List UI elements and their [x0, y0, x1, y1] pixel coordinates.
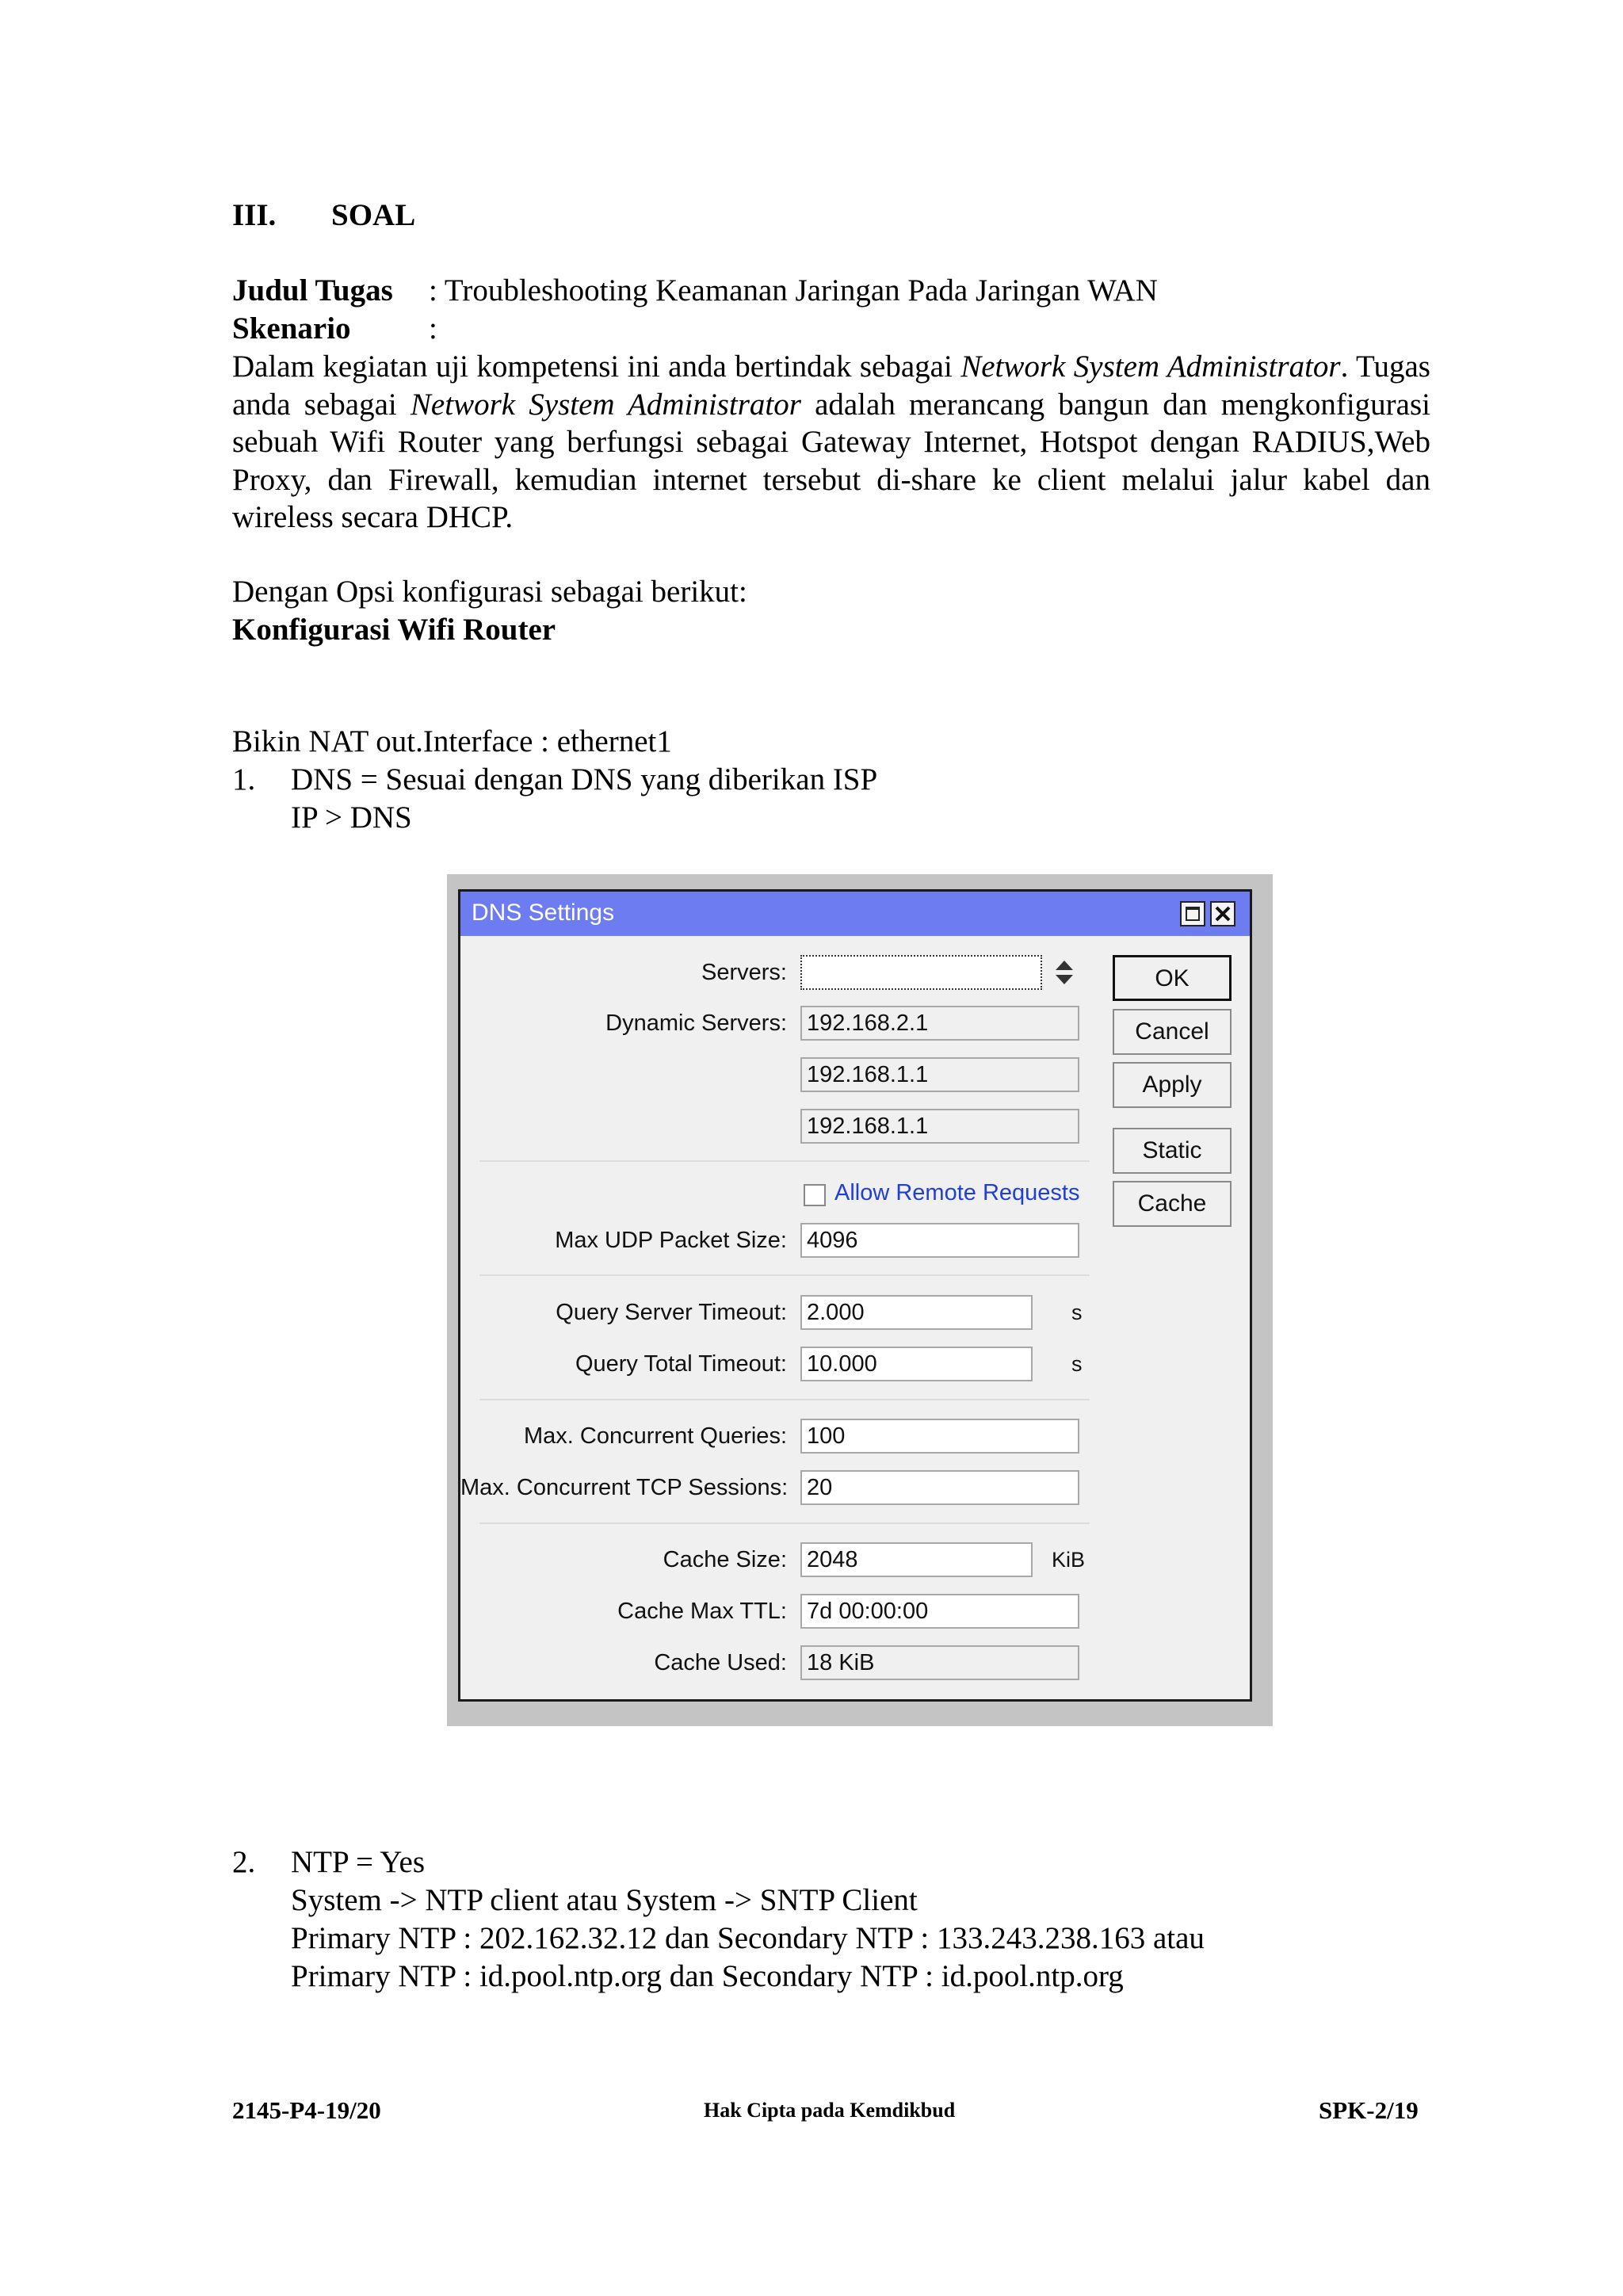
cache-size-input[interactable]: 2048: [800, 1542, 1033, 1577]
static-button[interactable]: Static: [1113, 1128, 1232, 1174]
para-text: Dalam kegiatan uji kompetensi ini anda bertindak sebagai: [232, 350, 961, 384]
cache-button[interactable]: Cache: [1113, 1181, 1232, 1227]
apply-button[interactable]: Apply: [1113, 1062, 1232, 1108]
opsi-text: Dengan Opsi konfigurasi sebagai berikut:: [232, 575, 747, 609]
divider: [479, 1274, 1090, 1276]
item-2-line: Primary NTP : 202.162.32.12 dan Secondary NTP : 133.243.238.163 atau: [291, 1921, 1205, 1955]
footer-code: 2145-P4-19/20: [232, 2096, 381, 2124]
dns-settings-window: [458, 889, 1252, 1702]
item-2-line: Primary NTP : id.pool.ntp.org dan Secondary NTP : id.pool.ntp.org: [291, 1959, 1124, 1993]
cancel-button[interactable]: Cancel: [1113, 1009, 1232, 1055]
cache-used-field: 18 KiB: [800, 1645, 1079, 1680]
spinner-arrows-icon[interactable]: [1053, 958, 1075, 987]
skenario-label: Skenario: [232, 311, 351, 346]
max-concurrent-tcp-label: Max. Concurrent TCP Sessions:: [460, 1475, 789, 1500]
allow-remote-requests-checkbox[interactable]: [804, 1184, 826, 1206]
footer-copyright: Hak Cipta pada Kemdikbud: [704, 2099, 956, 2122]
ok-button[interactable]: OK: [1113, 955, 1232, 1001]
query-total-timeout-label: Query Total Timeout:: [575, 1351, 787, 1377]
seconds-unit: s: [1071, 1352, 1083, 1376]
item-2-line: NTP = Yes: [291, 1845, 426, 1879]
cache-max-ttl-input[interactable]: 7d 00:00:00: [800, 1594, 1079, 1629]
query-server-timeout-label: Query Server Timeout:: [556, 1300, 787, 1325]
para-italic-role: Network System Administrator: [960, 350, 1341, 384]
item-2-number: 2.: [232, 1845, 256, 1879]
dynamic-server-field: 192.168.2.1: [800, 1006, 1079, 1041]
judul-label: Judul Tugas: [232, 273, 393, 308]
scenario-paragraph: [232, 348, 1430, 537]
kib-unit: KiB: [1052, 1548, 1086, 1572]
maximize-icon[interactable]: [1180, 901, 1205, 926]
servers-input[interactable]: [800, 955, 1042, 990]
max-concurrent-queries-label: Max. Concurrent Queries:: [523, 1423, 787, 1449]
dynamic-servers-label: Dynamic Servers:: [605, 1010, 787, 1036]
item-2-line: System -> NTP client atau System -> SNTP Client: [291, 1883, 918, 1917]
skenario-colon: :: [429, 311, 437, 346]
close-icon[interactable]: [1210, 901, 1235, 926]
divider: [479, 1399, 1090, 1400]
cache-max-ttl-label: Cache Max TTL:: [617, 1599, 787, 1624]
section-title: SOAL: [331, 198, 416, 232]
window-title: DNS Settings: [472, 900, 615, 926]
footer-page: SPK-2/19: [1319, 2096, 1419, 2124]
para-italic-role: Network System Administrator: [410, 387, 801, 422]
item-1-number: 1.: [232, 762, 256, 797]
para-text: . Tugas anda sebagai: [232, 350, 1430, 422]
query-server-timeout-input[interactable]: 2.000: [800, 1295, 1033, 1330]
allow-remote-requests-label[interactable]: Allow Remote Requests: [834, 1180, 1080, 1205]
dynamic-server-field: 192.168.1.1: [800, 1109, 1079, 1144]
divider: [479, 1160, 1090, 1162]
seconds-unit: s: [1071, 1301, 1083, 1324]
servers-label: Servers:: [701, 960, 787, 985]
dynamic-server-field: 192.168.1.1: [800, 1057, 1079, 1092]
konfig-heading: Konfigurasi Wifi Router: [232, 613, 556, 647]
nat-text: Bikin NAT out.Interface : ethernet1: [232, 724, 672, 758]
max-concurrent-tcp-input[interactable]: 20: [800, 1470, 1079, 1505]
para-text: adalah merancang bangun dan mengkonfigurasi sebuah Wifi Router yang berfungsi sebagai Gateway Internet, Hotspot dengan RADIUS,Web Proxy, dan Firewall, kemudian internet tersebut di-share ke client melalui jalur kabel dan wireless secara DHCP.: [232, 387, 1430, 534]
cache-size-label: Cache Size:: [663, 1547, 787, 1572]
max-udp-label: Max UDP Packet Size:: [555, 1228, 787, 1253]
cache-used-label: Cache Used:: [654, 1650, 787, 1675]
judul-value: : Troubleshooting Keamanan Jaringan Pada Jaringan WAN: [429, 273, 1158, 308]
item-1-line: IP > DNS: [291, 800, 412, 835]
section-number: III.: [232, 198, 277, 232]
query-total-timeout-input[interactable]: 10.000: [800, 1347, 1033, 1381]
max-concurrent-queries-input[interactable]: 100: [800, 1419, 1079, 1454]
window-titlebar: [460, 892, 1250, 936]
item-1-line: DNS = Sesuai dengan DNS yang diberikan ISP: [291, 762, 878, 797]
max-udp-input[interactable]: 4096: [800, 1223, 1079, 1258]
divider: [479, 1522, 1090, 1524]
